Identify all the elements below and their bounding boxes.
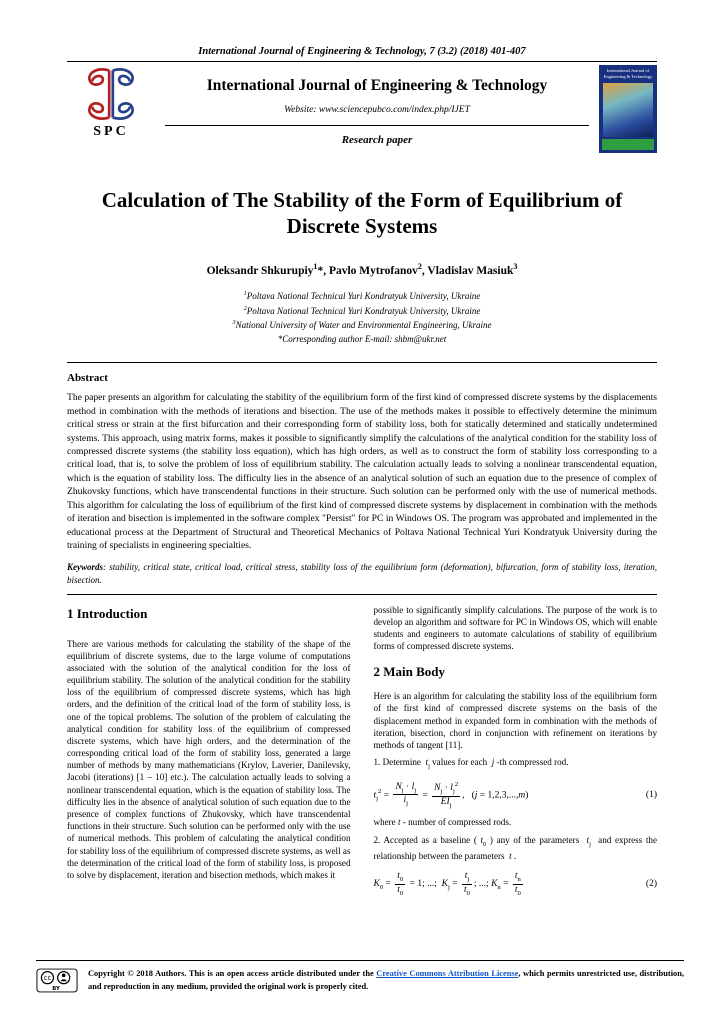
svg-text:BY: BY: [52, 986, 60, 993]
main-body-paragraph: Here is an algorithm for calculating the stability loss of the equilibrium form of the first kind of compressed discrete systems on the basis of the displacement method in expanded form in combination with the methods of iteration, bisection, chord in conjunction with refinement on iterations by methods of tangent [11].: [373, 691, 657, 750]
affiliation-2: $^2$Poltava National Technical Yuri Kondratyuk University, Ukraine: [243, 304, 481, 316]
left-column: [67, 604, 351, 905]
journal-citation: International Journal of Engineering & Technology, 7 (3.2) (2018) 401-407: [198, 46, 526, 57]
where-note: where t - number of compressed rods.: [373, 817, 512, 828]
divider: [165, 125, 589, 126]
corresponding-author-email[interactable]: *Corresponding author E-mail: shbm@ukr.net: [277, 333, 447, 344]
equation-2-number: (2): [645, 879, 657, 890]
introduction-paragraph: There are various methods for calculating the stability of the shape of the equilibrium of discrete systems, due to the large volume of computations associated with the solution of the analytical condition for the loss of equilibrium stability. The solution of the analytical condition for the stability loss of the equilibrium of compressed discrete systems, which has high orders, and the definition of the critical load of the form of stability loss, is one of the topical problems. The solution of the problem of calculating the analytical condition for stability loss of the equilibrium of compressed discrete systems, which have high orders, and the determination of the corresponding critical load of the form of stability loss, generated a large number of methods by many mathematicians (Krylov, Laverier, Danilevsky, Jacobi (iterations) [1 – 10] etc.). The calculation actually leads to solving a nonlinear transcendental equation, which is the equation of stability loss. The difficulty lies in the absence of analytical solution of such equation due to the presence of complex functions of Zhukovsky, which have transcendental functions in their structure. Such solution can be performed only with the use of numerical methods. This problem of calculating the analytical condition for stability loss of the equilibrium of compressed discrete systems, as well as the determination of the critical load of the form of stability loss, is proposed to solve by displacement, iteration and bisection methods, which makes it: [67, 638, 351, 880]
journal-cover-band: [602, 139, 654, 150]
cc-license-link[interactable]: Creative Commons Attribution License: [376, 969, 519, 978]
journal-header: [67, 65, 657, 153]
journal-title: International Journal of Engineering & Technology: [206, 77, 548, 94]
journal-cover-thumbnail: [599, 65, 657, 153]
copyright-text: [88, 968, 684, 993]
abstract-text: The paper presents an algorithm for calculating the stability of the equilibrium form of the first kind of compressed discrete systems by the displacements method in combination with the methods of iterations and bisection. The use of the methods makes it possible to effectively determine the minimum critical stress or strain at the first bifurcation and their corresponding form of stability loss, both for statically determined and statically undetermined systems. This approach, using matrix forms, makes it possible to significantly simplify the calculations of the analytical condition for the stability loss of compressed discrete systems (the stability loss equation), which has high orders, as well as to construct the form of stability loss corresponding to a critical load, that is, to solve the problem of loss of equilibrium stability. The calculation actually leads to solving a nonlinear transcendental equation, which is the equation of stability loss. The difficulty lies in the absence of an analytical solution of such an equation due to the presence of complex of Zhukovsky functions, which have transcendental functions in their structure. Such solution can be performed only with the use of numerical methods. This algorithm for calculating the loss of equilibrium of the first kind of compressed discrete systems by displacement in combination with the methods of iteration and bisection is implemented in the software complex "Persist" for PC in Windows OS. The program was approbated and implemented in the educational process at the Department of Structural and Theoretical Mechanics of Poltava National Technical Yuri Kondratyuk University during the training of specialists in engineering specialties.: [67, 392, 657, 551]
equation-1-row: [374, 781, 658, 809]
keywords-line: [67, 561, 657, 586]
right-column: [374, 604, 658, 905]
affiliation-3: $^3$National University of Water and Environmental Engineering, Ukraine: [232, 319, 492, 331]
spc-logo-icon: [79, 65, 143, 123]
journal-masthead: [155, 65, 599, 153]
step-2-text: 2. Accepted as a baseline ( $t_0$ ) any of the parameters $t_j$ and express the relationship between the parameters t .: [373, 834, 657, 861]
license-footer: [36, 960, 684, 998]
equation-1: $t_j^2$ = $\frac{N_j \cdot l_j}{i_j}$ = $\frac{N_j \cdot l_j^2}{EI_j}$ , (j = 1,2,3,...,m): [373, 780, 529, 809]
authors-line: Oleksandr Shkurupiy$^1$*, Pavlo Mytrofanov$^2$, Vladislav Masiuk$^3$: [206, 261, 518, 277]
keywords-label: Keywords: [67, 562, 103, 573]
paper-type-label: Research paper: [341, 134, 413, 146]
copyright-suffix: , which permits unrestricted use, distribution, and reproduction in any medium, provided the original work is properly cited.: [88, 969, 684, 991]
equation-2: $K_0$ = $\frac{t_0}{t_0}$ = 1; ...; $K_j$ = $\frac{t_j}{t_0}$ ; ...; $K_n$ = $\frac{t_n}{t_0}$: [373, 871, 521, 897]
divider: [36, 960, 684, 961]
affiliation-1: $^1$Poltava National Technical Yuri Kondratyuk University, Ukraine: [243, 290, 481, 302]
keywords-text: : stability, critical state, critical load, critical stress, stability loss of the equilibrium form (deformation), bifurcation, form of stability loss, iteration, bisection.: [67, 562, 657, 585]
equation-1-number: (1): [645, 789, 657, 800]
copyright-prefix: Copyright © 2018 Authors. This is an open access article distributed under the: [88, 969, 377, 978]
journal-website-link[interactable]: Website: www.sciencepubco.com/index.php/IJET: [284, 105, 470, 115]
equation-2-row: [374, 871, 658, 897]
carryover-paragraph: possible to significantly simplify calculations. The purpose of the work is to develop an algorithm and software for PC in Windows OS, which will enable students and engineers to automate calculations of stability of equilibrium forms of compressed discrete systems.: [373, 604, 657, 652]
divider: [67, 594, 657, 595]
section-heading-introduction: 1 Introduction: [67, 605, 148, 621]
cc-by-icon: [36, 968, 78, 993]
journal-cover-image: [603, 83, 653, 137]
article-body: [67, 604, 657, 905]
abstract-heading: Abstract: [67, 372, 108, 385]
cc-by-badge: [36, 968, 78, 998]
svg-text:cc: cc: [43, 974, 52, 983]
journal-cover-title: International Journal of Engineering & Technology: [603, 68, 653, 79]
divider: [67, 61, 657, 62]
publisher-logo-text: SPC: [93, 124, 129, 139]
step-1-text: 1. Determine $t_j$ values for each j -th compressed rod.: [373, 757, 569, 770]
affiliations-block: [67, 289, 657, 346]
publisher-logo: [67, 65, 155, 153]
divider: [67, 362, 657, 363]
article-title: Calculation of The Stability of the Form of Equilibrium of Discrete Systems: [101, 188, 623, 239]
section-heading-main-body: 2 Main Body: [373, 664, 446, 680]
